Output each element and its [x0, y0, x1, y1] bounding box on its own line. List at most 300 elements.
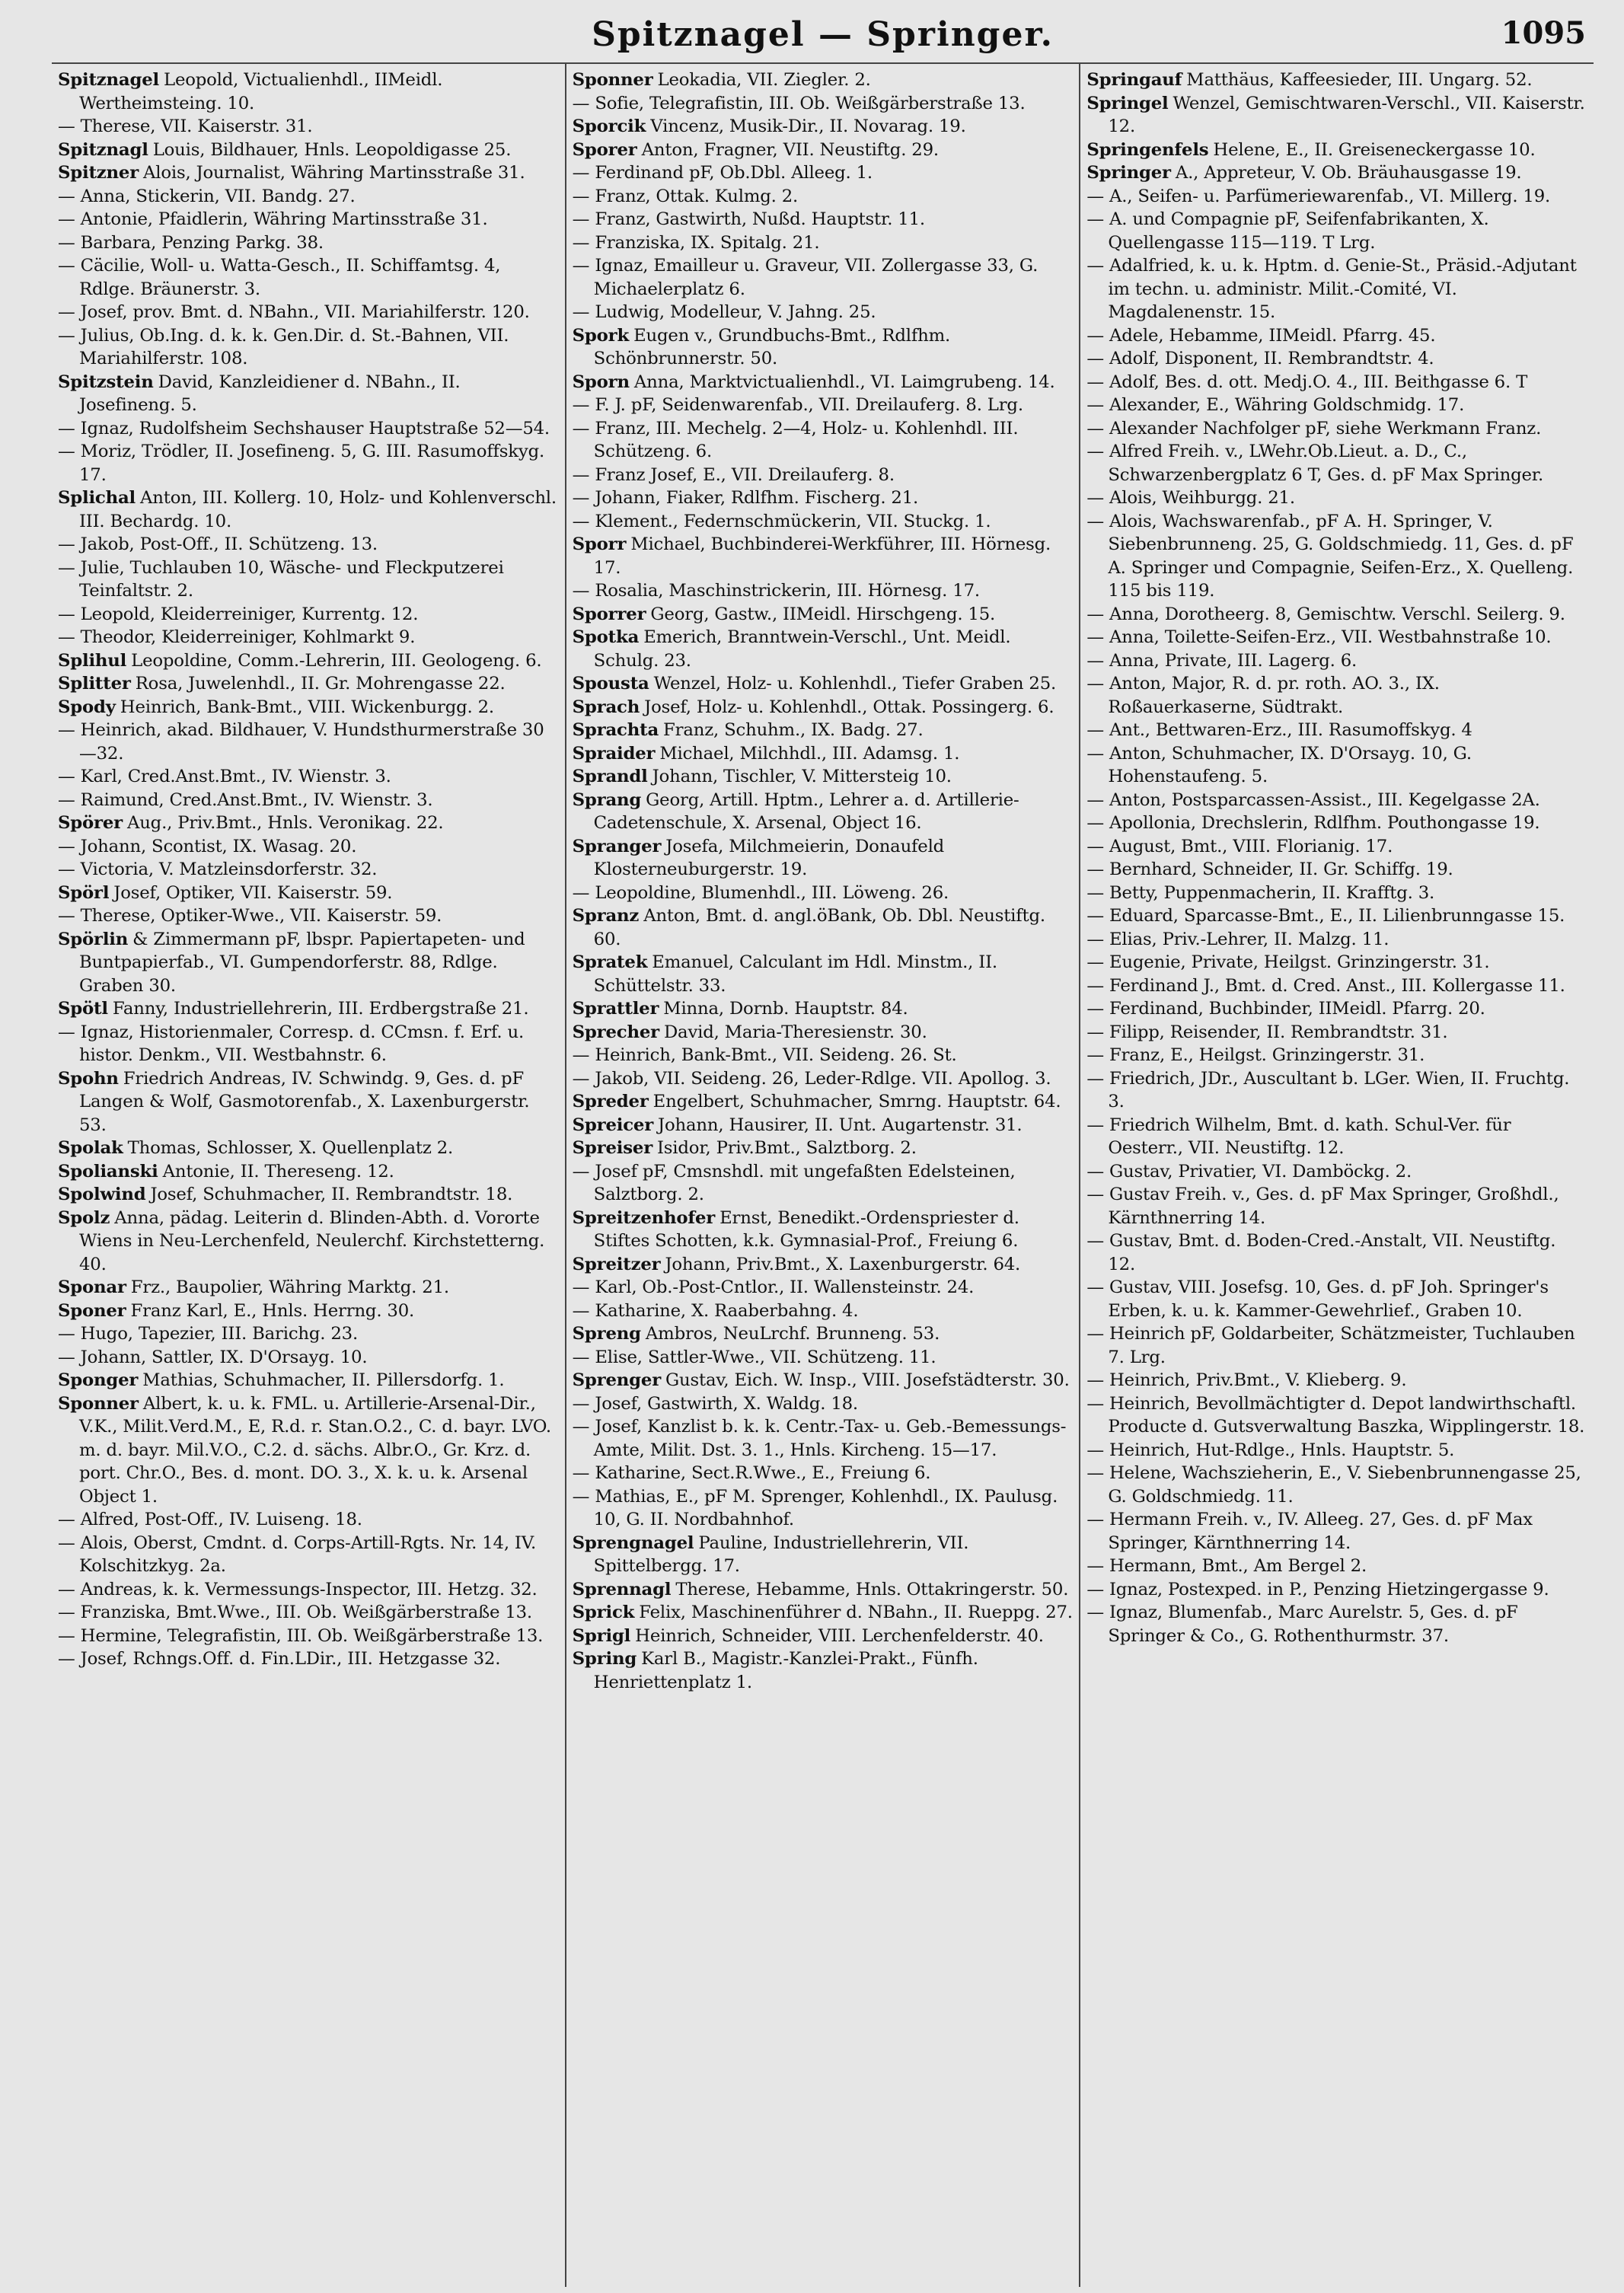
entry-text: — Anna, Toilette-Seifen-Erz., VII. Westbahnstraße 10. — [1086, 627, 1552, 647]
directory-entry — [1086, 139, 1587, 162]
directory-entry — [1086, 1601, 1587, 1647]
entry-text: — Franz, Ottak. Kulmg. 2. — [572, 186, 799, 206]
directory-entry — [573, 1462, 1074, 1485]
entry-text: — Moriz, Trödler, II. Josefineng. 5, G. III. Rasumoffskyg. 17. — [58, 442, 545, 485]
entry-surname: Sponer — [58, 1300, 126, 1321]
entry-text: Isidor, Priv.Bmt., Salztborg. 2. — [657, 1138, 917, 1158]
directory-entry — [1086, 603, 1587, 627]
directory-entry — [573, 394, 1074, 417]
entry-text: Josefa, Milchmeierin, Donaufeld Klosterneuburgerstr. 19. — [593, 836, 945, 879]
entry-text: — Alfred, Post-Off., IV. Luiseng. 18. — [58, 1510, 362, 1529]
entry-text: — Karl, Ob.-Post-Cntlor., II. Wallensteinstr. 24. — [572, 1277, 975, 1297]
entry-text: — Victoria, V. Matzleinsdorferstr. 32. — [58, 859, 378, 879]
directory-entry — [58, 1160, 559, 1184]
entry-text: — Hermann Freih. v., IV. Alleeg. 27, Ges. d. pF Max Springer, Kärnthnerring 14. — [1086, 1510, 1533, 1553]
entry-text: Georg, Gastw., IIMeidl. Hirschgeng. 15. — [650, 604, 996, 624]
entry-text: — Eugenie, Private, Heilgst. Grinzingerstr. 31. — [1086, 952, 1490, 972]
directory-entry — [58, 626, 559, 649]
directory-entry — [573, 92, 1074, 116]
entry-text: — Ferdinand J., Bmt. d. Cred. Anst., III. Kollergasse 11. — [1086, 975, 1565, 996]
entry-text: — Hugo, Tapezier, III. Barichg. 23. — [58, 1324, 359, 1344]
entry-text: — Bernhard, Schneider, II. Gr. Schiffg. 19. — [1086, 859, 1453, 879]
directory-entry — [1086, 371, 1587, 394]
entry-surname: Sprennagl — [572, 1579, 672, 1599]
directory-entry — [573, 1160, 1074, 1207]
directory-entry — [573, 626, 1074, 672]
entry-surname: Spreiser — [572, 1138, 652, 1158]
directory-entry — [573, 1601, 1074, 1625]
entry-text: — Alexander, E., Währing Goldschmidg. 17. — [1086, 395, 1465, 415]
entry-text: — Gustav, Bmt. d. Boden-Cred.-Anstalt, VII. Neustiftg. 12. — [1086, 1231, 1556, 1274]
entry-text: — Franz Josef, E., VII. Dreilauferg. 8. — [572, 464, 895, 485]
entry-surname: Spratek — [572, 952, 648, 972]
entry-surname: Spitznagel — [58, 70, 159, 90]
entry-surname: Sporcik — [572, 116, 646, 136]
directory-entry — [58, 161, 559, 185]
entry-text: — Alois, Weihburgg. 21. — [1086, 488, 1295, 508]
entry-surname: Spolwind — [58, 1185, 146, 1204]
entry-text: Franz, Schuhm., IX. Badg. 27. — [663, 720, 924, 740]
entry-text: — August, Bmt., VIII. Florianig. 17. — [1086, 836, 1393, 856]
entry-text: — Franz, E., Heilgst. Grinzingerstr. 31. — [1086, 1045, 1425, 1065]
directory-entry — [573, 1300, 1074, 1323]
directory-entry — [58, 1647, 559, 1671]
entry-text: — Anton, Postsparcassen-Assist., III. Kegelgasse 2A. — [1086, 789, 1540, 810]
entry-surname: Spreitzer — [572, 1254, 661, 1274]
entry-text: Leopold, Victualienhdl., IIMeidl. Wertheimsteing. 10. — [79, 70, 443, 113]
entry-surname: Spreicer — [572, 1115, 654, 1135]
directory-entry — [573, 533, 1074, 579]
directory-entry — [573, 835, 1074, 882]
entry-text: — Mathias, E., pF M. Sprenger, Kohlenhdl., IX. Paulusg. 10, G. II. Nordbahnhof. — [572, 1486, 1058, 1529]
entry-text: Gustav, Eich. W. Insp., VIII. Josefstädterstr. 30. — [665, 1370, 1070, 1390]
entry-text: — Anna, Private, III. Lagerg. 6. — [1086, 650, 1358, 671]
directory-entry — [58, 1322, 559, 1346]
entry-text: Wenzel, Gemischtwaren-Verschl., VII. Kaiserstr. 12. — [1108, 93, 1585, 136]
entry-text: — Adalfried, k. u. k. Hptm. d. Genie-St., Präsid.-Adjutant im techn. u. administr. Milit.-Comité, VI. Magdalenenstr. 15. — [1086, 256, 1577, 322]
entry-text: — Katharine, X. Raaberbahng. 4. — [572, 1300, 859, 1321]
entry-text: — Alfred Freih. v., LWehr.Ob.Lieut. a. D., C., Schwarzenbergplatz 6 T, Ges. d. pF Max Springer. — [1086, 442, 1544, 485]
entry-text: Michael, Milchhdl., III. Adamsg. 1. — [659, 743, 960, 764]
entry-text: Michael, Buchbinderei-Werkführer, III. Hörnesg. 17. — [593, 534, 1051, 578]
directory-entry — [1086, 92, 1587, 139]
directory-entry — [58, 997, 559, 1021]
entry-text: Anton, Bmt. d. angl.öBank, Ob. Dbl. Neustiftg. 60. — [593, 906, 1045, 949]
directory-entry — [58, 719, 559, 765]
entry-surname: Springer — [1086, 163, 1171, 183]
entry-text: — Alois, Wachswarenfab., pF A. H. Springer, V. Siebenbrunneng. 25, G. Goldschmiedg. 11, Ges. d. pF A. Springer und Compagnie, Seifen-Erz., X. Quelleng. 115 bis 119. — [1086, 511, 1574, 601]
directory-entry — [1086, 185, 1587, 209]
directory-entry — [573, 1625, 1074, 1648]
directory-entry — [58, 115, 559, 139]
entry-text: — Adolf, Disponent, II. Rembrandtstr. 4. — [1086, 349, 1434, 368]
entry-text: — A. und Compagnie pF, Seifenfabrikanten, X. Quellengasse 115—119. T Lrg. — [1086, 209, 1489, 253]
entry-text: — Hermann, Bmt., Am Bergel 2. — [1086, 1556, 1367, 1576]
entry-text: Minna, Dornb. Hauptstr. 84. — [663, 999, 908, 1019]
entry-text: — Leopoldine, Blumenhdl., III. Löweng. 26. — [572, 882, 949, 903]
entry-text: — F. J. pF, Seidenwarenfab., VII. Dreilauferg. 8. Lrg. — [572, 395, 1023, 415]
entry-text: — Raimund, Cred.Anst.Bmt., IV. Wienstr. 3. — [58, 789, 433, 810]
entry-text: Mathias, Schuhmacher, II. Pillersdorfg. 1. — [142, 1370, 505, 1390]
entry-surname: Spreder — [572, 1092, 649, 1111]
entry-text: — Adolf, Bes. d. ott. Medj.O. 4., III. Beithgasse 6. T — [1086, 372, 1528, 392]
directory-entry — [58, 417, 559, 441]
entry-text: — Jakob, VII. Seideng. 26, Leder-Rdlge. VII. Apollog. 3. — [572, 1068, 1051, 1089]
entry-text: — Franz, III. Mechelg. 2—4, Holz- u. Kohlenhdl. III. Schützeng. 6. — [572, 418, 1019, 461]
directory-entry — [58, 789, 559, 812]
directory-entry — [1086, 812, 1587, 835]
directory-entry — [1086, 904, 1587, 928]
entry-surname: Spotka — [572, 627, 640, 647]
directory-entry — [58, 835, 559, 859]
entry-text: — Ludwig, Modelleur, V. Jahng. 25. — [572, 302, 876, 322]
entry-text: — Anton, Major, R. d. pr. roth. AO. 3., IX. Roßauerkaserne, Südtrakt. — [1086, 674, 1440, 717]
directory-entry — [1086, 997, 1587, 1021]
directory-entry — [1086, 486, 1587, 510]
directory-entry — [573, 139, 1074, 162]
directory-entry — [573, 1044, 1074, 1067]
entry-text: — Johann, Fiaker, Rdlfhm. Fischerg. 21. — [572, 488, 919, 508]
directory-entry — [573, 371, 1074, 394]
directory-entry — [1086, 347, 1587, 371]
entry-surname: Spolianski — [58, 1161, 158, 1182]
entry-text: — Heinrich pF, Goldarbeiter, Schätzmeister, Tuchlauben 7. Lrg. — [1086, 1324, 1575, 1367]
directory-entry — [58, 1207, 559, 1277]
directory-entry — [573, 254, 1074, 301]
directory-entry — [58, 1578, 559, 1602]
directory-entry — [58, 649, 559, 673]
entry-text: — Anna, Stickerin, VII. Bandg. 27. — [58, 186, 356, 206]
directory-entry — [1086, 1044, 1587, 1067]
directory-entry — [58, 812, 559, 835]
directory-entry — [1086, 951, 1587, 974]
directory-entry — [1086, 1229, 1587, 1276]
entry-text: Wenzel, Holz- u. Kohlenhdl., Tiefer Graben 25. — [653, 674, 1057, 694]
entry-text: — Heinrich, Priv.Bmt., V. Klieberg. 9. — [1086, 1370, 1407, 1390]
directory-entry — [573, 1532, 1074, 1578]
entry-text: Ernst, Benedikt.-Ordenspriester d. Stiftes Schotten, k.k. Gymnasial-Prof., Freiung 6. — [593, 1207, 1019, 1251]
directory-entry — [1086, 1508, 1587, 1555]
entry-text: — Alois, Oberst, Cmdnt. d. Corps-Artill-Rgts. Nr. 14, IV. Kolschitzkyg. 2a. — [58, 1532, 537, 1576]
directory-entry — [58, 1346, 559, 1370]
entry-text: Albert, k. u. k. FML. u. Artillerie-Arsenal-Dir., V.K., Milit.Verd.M., E, R.d. r. Stan.O.2., C. d. bayr. LVO. m. d. bayr. Mil.V.O., C.2. d. sächs. Albr.O., Gr. Krz. d. port. Chr.O., Bes. d. mont. DO. 3., X. k. u. k. Arsenal Object 1. — [79, 1393, 551, 1507]
entry-surname: Splitter — [58, 674, 131, 694]
entry-text: — Ant., Bettwaren-Erz., III. Rasumoffskyg. 4 — [1086, 720, 1472, 740]
directory-entry — [573, 1276, 1074, 1300]
directory-entry — [58, 231, 559, 255]
entry-text: Emanuel, Calculant im Hdl. Minstm., II. Schüttelstr. 33. — [593, 952, 997, 996]
entry-surname: Sprick — [572, 1603, 635, 1622]
entry-surname: Spraider — [572, 743, 656, 764]
directory-entry — [573, 1021, 1074, 1044]
entry-text: — Josef, Gastwirth, X. Waldg. 18. — [572, 1393, 858, 1414]
entry-text: Anna, Marktvictualienhdl., VI. Laimgrubeng. 14. — [633, 372, 1055, 392]
directory-entry — [58, 301, 559, 324]
entry-surname: Spitznagl — [58, 139, 148, 160]
entry-text: — Sofie, Telegrafistin, III. Ob. Weißgärberstraße 13. — [572, 93, 1026, 113]
column-middle — [565, 64, 1080, 2287]
entry-surname: Sporrer — [572, 604, 646, 624]
entry-surname: Sprenger — [572, 1370, 662, 1390]
directory-entry — [573, 997, 1074, 1021]
entry-text: & Zimmermann pF, lbspr. Papiertapeten- und Buntpapierfab., VI. Gumpendorferstr. 88, Rdlge. Graben 30. — [79, 929, 525, 996]
entry-text: — Katharine, Sect.R.Wwe., E., Freiung 6. — [572, 1463, 931, 1483]
entry-text: — Gustav, Privatier, VI. Damböckg. 2. — [1086, 1161, 1412, 1182]
directory-entry — [1086, 672, 1587, 719]
entry-text: — A., Seifen- u. Parfümeriewarenfab., VI. Millerg. 19. — [1086, 186, 1551, 206]
directory-entry — [573, 208, 1074, 231]
entry-text: Aug., Priv.Bmt., Hnls. Veronikag. 22. — [126, 813, 444, 833]
entry-text: — Ignaz, Historienmaler, Corresp. d. CCmsn. f. Erf. u. histor. Denkm., VII. Westbahnstr. 6. — [58, 1022, 525, 1065]
directory-entry — [573, 789, 1074, 835]
entry-text: Johann, Hausirer, II. Unt. Augartenstr. 31. — [658, 1115, 1023, 1135]
entry-surname: Sporn — [572, 372, 630, 392]
directory-entry — [573, 161, 1074, 185]
page-header — [52, 15, 1594, 58]
directory-entry — [1086, 1021, 1587, 1044]
entry-surname: Sponger — [58, 1370, 139, 1390]
directory-entry — [1086, 1183, 1587, 1229]
entry-text: David, Kanzleidiener d. NBahn., II. Josefineng. 5. — [79, 372, 461, 415]
directory-entry — [573, 1485, 1074, 1532]
directory-entry — [58, 1532, 559, 1578]
directory-entry — [573, 742, 1074, 766]
entry-text: — Heinrich, akad. Bildhauer, V. Hundsthurmerstraße 30—32. — [58, 720, 544, 764]
entry-text: Engelbert, Schuhmacher, Smrng. Hauptstr. 64. — [652, 1092, 1061, 1111]
entry-text: — Josef pF, Cmsnshdl. mit ungefaßten Edelsteinen, Salztborg. 2. — [572, 1161, 1016, 1204]
directory-entry — [58, 1183, 559, 1207]
directory-entry — [58, 882, 559, 905]
entry-surname: Sprang — [572, 789, 642, 810]
entry-text: — Helene, Wachszieherin, E., V. Siebenbrunnengasse 25, G. Goldschmiedg. 11. — [1086, 1463, 1581, 1507]
entry-text: — Elias, Priv.-Lehrer, II. Malzg. 11. — [1086, 929, 1389, 949]
entry-text: — Ignaz, Postexped. in P., Penzing Hietzingergasse 9. — [1086, 1579, 1549, 1599]
entry-text: Alois, Journalist, Währing Martinsstraße 31. — [143, 163, 525, 183]
entry-text: — Hermine, Telegrafistin, III. Ob. Weißgärberstraße 13. — [58, 1625, 544, 1646]
entry-surname: Spörer — [58, 813, 123, 833]
directory-entry — [58, 533, 559, 557]
directory-columns — [52, 62, 1594, 2287]
entry-surname: Spitzstein — [58, 372, 154, 392]
directory-entry — [58, 486, 559, 533]
entry-text: Frz., Baupolier, Währing Marktg. 21. — [130, 1277, 449, 1297]
entry-surname: Sprandl — [572, 767, 648, 786]
entry-text: Thomas, Schlosser, X. Quellenplatz 2. — [127, 1138, 454, 1158]
directory-entry — [58, 1601, 559, 1625]
directory-entry — [573, 1090, 1074, 1114]
directory-entry — [1086, 1369, 1587, 1392]
directory-entry — [573, 579, 1074, 603]
directory-entry — [1086, 1578, 1587, 1602]
entry-text: — Josef, prov. Bmt. d. NBahn., VII. Mariahilferstr. 120. — [58, 302, 530, 322]
directory-entry — [1086, 882, 1587, 905]
column-right — [1079, 64, 1594, 2287]
entry-surname: Springauf — [1086, 70, 1182, 90]
directory-entry — [573, 696, 1074, 719]
entry-surname: Spreng — [572, 1324, 641, 1344]
entry-surname: Spolz — [58, 1207, 110, 1228]
entry-surname: Sponner — [572, 70, 653, 90]
directory-entry — [573, 1322, 1074, 1346]
entry-text: — Johann, Sattler, IX. D'Orsayg. 10. — [58, 1347, 368, 1367]
directory-entry — [1086, 789, 1587, 812]
entry-text: — Jakob, Post-Off., II. Schützeng. 13. — [58, 534, 378, 554]
directory-entry — [573, 1114, 1074, 1137]
directory-entry — [573, 231, 1074, 255]
page-number: 1095 — [1501, 15, 1586, 51]
directory-entry — [58, 1508, 559, 1532]
entry-text: — Josef, Rchngs.Off. d. Fin.LDir., III. Hetzgasse 32. — [58, 1649, 501, 1669]
entry-text: Josef, Holz- u. Kohlenhdl., Ottak. Possingerg. 6. — [644, 697, 1054, 717]
directory-entry — [573, 1647, 1074, 1694]
directory-entry — [58, 440, 559, 486]
directory-entry — [573, 486, 1074, 510]
directory-entry — [573, 510, 1074, 534]
entry-text: Matthäus, Kaffeesieder, III. Ungarg. 52. — [1186, 70, 1533, 90]
directory-entry — [1086, 1322, 1587, 1369]
directory-entry — [58, 1369, 559, 1392]
directory-entry — [573, 1346, 1074, 1370]
directory-entry — [58, 1276, 559, 1300]
directory-entry — [58, 696, 559, 719]
entry-text: — Anna, Dorotheerg. 8, Gemischtw. Verschl. Seilerg. 9. — [1086, 604, 1565, 624]
entry-text: Josef, Optiker, VII. Kaiserstr. 59. — [113, 882, 393, 903]
directory-entry — [1086, 974, 1587, 998]
directory-entry — [1086, 1462, 1587, 1508]
directory-entry — [573, 115, 1074, 139]
directory-entry — [1086, 254, 1587, 324]
entry-text: — Eduard, Sparcasse-Bmt., E., II. Lilienbrunngasse 15. — [1086, 906, 1565, 926]
entry-text: — Antonie, Pfaidlerin, Währing Martinsstraße 31. — [58, 209, 488, 229]
entry-text: — Ferdinand pF, Ob.Dbl. Alleeg. 1. — [572, 163, 873, 183]
entry-text: — Alexander Nachfolger pF, siehe Werkmann Franz. — [1086, 418, 1542, 439]
entry-text: — Ignaz, Emailleur u. Graveur, VII. Zollergasse 33, G. Michaelerplatz 6. — [572, 256, 1039, 299]
entry-surname: Sporer — [572, 139, 637, 160]
entry-surname: Spranz — [572, 906, 640, 926]
directory-entry — [1086, 928, 1587, 952]
directory-entry — [58, 324, 559, 371]
directory-entry — [1086, 626, 1587, 649]
directory-entry — [58, 139, 559, 162]
directory-entry — [58, 603, 559, 627]
directory-entry — [573, 1253, 1074, 1277]
directory-entry — [58, 69, 559, 115]
entry-text: — Therese, Optiker-Wwe., VII. Kaiserstr. 59. — [58, 906, 442, 926]
directory-entry — [58, 254, 559, 301]
directory-entry — [1086, 208, 1587, 254]
entry-text: — Elise, Sattler-Wwe., VII. Schützeng. 11. — [572, 1347, 936, 1367]
entry-text: — Heinrich, Bevollmächtigter d. Depot landwirthschaftl. Producte d. Gutsverwaltung Baszka, Wipplingerstr. 18. — [1086, 1393, 1585, 1437]
directory-entry — [573, 1067, 1074, 1091]
directory-entry — [573, 301, 1074, 324]
entry-text: Ambros, NeuLrchf. Brunneng. 53. — [645, 1324, 940, 1344]
entry-surname: Spring — [572, 1649, 637, 1669]
entry-text: — Karl, Cred.Anst.Bmt., IV. Wienstr. 3. — [58, 767, 391, 786]
entry-text: Anton, III. Kollerg. 10, Holz- und Kohlenverschl. III. Bechardg. 10. — [79, 488, 557, 531]
directory-entry — [573, 1369, 1074, 1392]
running-title: Spitznagel — Springer. — [592, 15, 1054, 54]
entry-text: — Ignaz, Rudolfsheim Sechshauser Hauptstraße 52—54. — [58, 418, 550, 439]
entry-text: — Apollonia, Drechslerin, Rdlfhm. Pouthongasse 19. — [1086, 813, 1540, 833]
entry-text: — Filipp, Reisender, II. Rembrandtstr. 31. — [1086, 1022, 1448, 1042]
entry-surname: Spörlin — [58, 929, 129, 949]
entry-text: — Ferdinand, Buchbinder, IIMeidl. Pfarrg. 20. — [1086, 999, 1485, 1019]
entry-text: — Theodor, Kleiderreiniger, Kohlmarkt 9. — [58, 627, 416, 647]
entry-surname: Spreitzenhofer — [572, 1207, 716, 1228]
entry-surname: Spody — [58, 697, 116, 717]
entry-text: Heinrich, Bank-Bmt., VIII. Wickenburgg. 2. — [120, 697, 494, 717]
directory-entry — [58, 1137, 559, 1160]
entry-text: Louis, Bildhauer, Hnls. Leopoldigasse 25. — [152, 139, 512, 160]
directory-entry — [573, 1415, 1074, 1462]
directory-entry — [1086, 69, 1587, 92]
directory-entry — [1086, 858, 1587, 882]
directory-entry — [1086, 417, 1587, 441]
directory-entry — [573, 719, 1074, 742]
directory-entry — [1086, 1160, 1587, 1184]
entry-text: — Julius, Ob.Ing. d. k. k. Gen.Dir. d. St.-Bahnen, VII. Mariahilferstr. 108. — [58, 325, 509, 368]
entry-text: Karl B., Magistr.-Kanzlei-Prakt., Fünfh. Henriettenplatz 1. — [593, 1649, 978, 1692]
entry-surname: Splichal — [58, 488, 136, 508]
directory-entry — [58, 858, 559, 882]
entry-text: — Rosalia, Maschinstrickerin, III. Hörnesg. 17. — [572, 581, 980, 601]
directory-entry — [573, 882, 1074, 905]
entry-text: A., Appreteur, V. Ob. Bräuhausgasse 19. — [1175, 163, 1522, 183]
directory-entry — [58, 904, 559, 928]
entry-surname: Spitzner — [58, 163, 139, 183]
entry-surname: Spörl — [58, 882, 110, 903]
directory-entry — [58, 765, 559, 789]
entry-surname: Spolak — [58, 1138, 123, 1158]
column-left — [52, 64, 565, 2287]
directory-entry — [573, 951, 1074, 997]
entry-surname: Spötl — [58, 999, 108, 1019]
directory-entry — [1086, 835, 1587, 859]
entry-text: Josef, Schuhmacher, II. Rembrandtstr. 18. — [150, 1185, 513, 1204]
directory-entry — [573, 672, 1074, 696]
entry-text: — Friedrich Wilhelm, Bmt. d. kath. Schul-Ver. für Oesterr., VII. Neustiftg. 12. — [1086, 1115, 1511, 1158]
entry-surname: Sprengnagel — [572, 1532, 694, 1553]
directory-entry — [1086, 440, 1587, 486]
directory-entry — [1086, 1276, 1587, 1322]
directory-entry — [58, 672, 559, 696]
entry-surname: Spousta — [572, 674, 649, 694]
entry-surname: Sponner — [58, 1393, 139, 1414]
entry-text: Friedrich Andreas, IV. Schwindg. 9, Ges. d. pF Langen & Wolf, Gasmotorenfab., X. Laxenburgerstr. 53. — [79, 1068, 530, 1135]
entry-text: — Gustav, VIII. Josefsg. 10, Ges. d. pF Joh. Springer's Erben, k. u. k. Kammer-Gewehrlief., Graben 10. — [1086, 1277, 1549, 1321]
entry-text: Anna, pädag. Leiterin d. Blinden-Abth. d. Vororte Wiens in Neu-Lerchenfeld, Neulerchf. Kirchstetterng. 40. — [79, 1207, 545, 1274]
entry-text: — Adele, Hebamme, IIMeidl. Pfarrg. 45. — [1086, 325, 1436, 346]
directory-entry — [1086, 1392, 1587, 1439]
entry-text: Johann, Tischler, V. Mittersteig 10. — [652, 767, 952, 786]
entry-text: — Betty, Puppenmacherin, II. Krafftg. 3. — [1086, 882, 1435, 903]
entry-surname: Sprecher — [572, 1022, 659, 1042]
directory-entry — [573, 904, 1074, 951]
entry-text: Fanny, Industriellehrerin, III. Erdbergstraße 21. — [112, 999, 529, 1019]
directory-entry — [58, 1392, 559, 1509]
entry-surname: Sprattler — [572, 999, 659, 1019]
directory-entry — [58, 208, 559, 231]
directory-entry — [58, 185, 559, 209]
directory-entry — [58, 1067, 559, 1137]
entry-text: Therese, Hebamme, Hnls. Ottakringerstr. 50. — [675, 1579, 1069, 1599]
directory-entry — [58, 557, 559, 603]
entry-text: — Julie, Tuchlauben 10, Wäsche- und Fleckputzerei Teinfaltstr. 2. — [58, 557, 504, 601]
directory-entry — [573, 603, 1074, 627]
directory-entry — [1086, 742, 1587, 789]
directory-entry — [573, 185, 1074, 209]
directory-entry — [58, 1021, 559, 1067]
